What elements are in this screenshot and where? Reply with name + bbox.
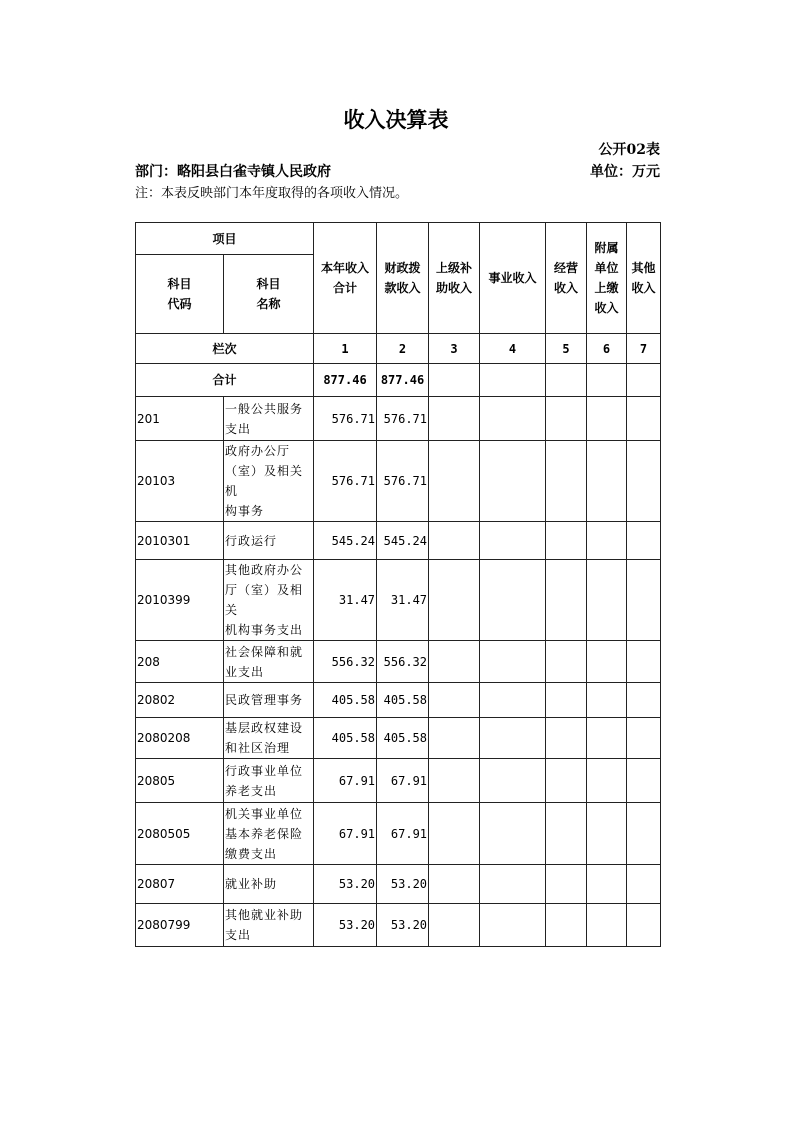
amount-cell: 67.91	[314, 759, 377, 803]
amount-cell	[480, 560, 546, 641]
col-number: 4	[480, 334, 546, 364]
header-col: 经营 收入	[546, 223, 587, 334]
total-value	[429, 364, 480, 397]
amount-cell: 31.47	[314, 560, 377, 641]
amount-cell	[587, 641, 627, 683]
amount-cell	[627, 759, 661, 803]
amount-cell	[429, 683, 480, 718]
amount-cell	[587, 865, 627, 904]
amount-cell	[480, 865, 546, 904]
total-value	[587, 364, 627, 397]
amount-cell: 67.91	[377, 759, 429, 803]
col-no-label: 栏次	[136, 334, 314, 364]
amount-cell	[480, 441, 546, 522]
total-label: 合计	[136, 364, 314, 397]
subject-code: 20103	[136, 441, 224, 522]
table-row	[136, 718, 661, 759]
amount-cell	[587, 522, 627, 560]
col-number: 7	[627, 334, 661, 364]
subject-code: 20802	[136, 683, 224, 718]
amount-cell	[546, 397, 587, 441]
amount-cell: 576.71	[314, 441, 377, 522]
subject-name: 其他就业补助 支出	[224, 904, 314, 947]
amount-cell	[546, 759, 587, 803]
amount-cell	[546, 522, 587, 560]
amount-cell: 405.58	[377, 718, 429, 759]
amount-cell	[480, 683, 546, 718]
table-row	[136, 397, 661, 441]
header-col: 本年收入 合计	[314, 223, 377, 334]
subject-code: 2080505	[136, 803, 224, 865]
amount-cell	[480, 397, 546, 441]
department-label: 部门：略阳县白雀寺镇人民政府	[135, 164, 331, 180]
amount-cell	[627, 522, 661, 560]
header-col: 上级补 助收入	[429, 223, 480, 334]
amount-cell	[627, 641, 661, 683]
subject-name: 行政运行	[224, 522, 314, 560]
unit-label: 单位：万元	[590, 164, 660, 180]
total-value: 877.46	[314, 364, 377, 397]
amount-cell	[587, 759, 627, 803]
amount-cell: 53.20	[377, 904, 429, 947]
total-value	[546, 364, 587, 397]
amount-cell: 67.91	[314, 803, 377, 865]
col-number: 2	[377, 334, 429, 364]
subject-code: 20805	[136, 759, 224, 803]
subject-name: 基层政权建设 和社区治理	[224, 718, 314, 759]
subject-name: 行政事业单位 养老支出	[224, 759, 314, 803]
amount-cell	[429, 560, 480, 641]
subject-code: 2010399	[136, 560, 224, 641]
amount-cell: 53.20	[314, 904, 377, 947]
header-col: 附属 单位 上缴 收入	[587, 223, 627, 334]
amount-cell	[587, 683, 627, 718]
table-row	[136, 683, 661, 718]
col-number: 6	[587, 334, 627, 364]
amount-cell	[627, 803, 661, 865]
amount-cell: 53.20	[314, 865, 377, 904]
amount-cell	[480, 718, 546, 759]
total-value	[627, 364, 661, 397]
amount-cell: 545.24	[314, 522, 377, 560]
amount-cell	[587, 904, 627, 947]
amount-cell: 405.58	[314, 718, 377, 759]
table-row	[136, 803, 661, 865]
amount-cell	[429, 441, 480, 522]
col-number: 1	[314, 334, 377, 364]
amount-cell	[480, 522, 546, 560]
table-row	[136, 641, 661, 683]
amount-cell	[429, 904, 480, 947]
subject-code: 20807	[136, 865, 224, 904]
amount-cell	[480, 759, 546, 803]
subject-name: 一般公共服务 支出	[224, 397, 314, 441]
amount-cell: 405.58	[314, 683, 377, 718]
amount-cell	[587, 803, 627, 865]
amount-cell	[429, 397, 480, 441]
amount-cell: 556.32	[377, 641, 429, 683]
col-number: 3	[429, 334, 480, 364]
header-item: 项目	[136, 223, 314, 255]
amount-cell: 576.71	[377, 441, 429, 522]
subject-name: 社会保障和就 业支出	[224, 641, 314, 683]
amount-cell	[587, 718, 627, 759]
amount-cell	[546, 865, 587, 904]
amount-cell	[429, 522, 480, 560]
amount-cell: 31.47	[377, 560, 429, 641]
subject-name: 其他政府办公 厅（室）及相关 机构事务支出	[224, 560, 314, 641]
amount-cell	[429, 718, 480, 759]
amount-cell	[429, 803, 480, 865]
amount-cell: 53.20	[377, 865, 429, 904]
amount-cell	[546, 718, 587, 759]
header-code: 科目 代码	[136, 255, 224, 334]
amount-cell: 576.71	[314, 397, 377, 441]
amount-cell	[480, 803, 546, 865]
subject-code: 2080208	[136, 718, 224, 759]
amount-cell	[627, 560, 661, 641]
amount-cell	[546, 803, 587, 865]
amount-cell: 405.58	[377, 683, 429, 718]
amount-cell	[587, 560, 627, 641]
amount-cell: 545.24	[377, 522, 429, 560]
subject-code: 208	[136, 641, 224, 683]
page-title: 收入决算表	[343, 107, 449, 132]
subject-name: 民政管理事务	[224, 683, 314, 718]
header-col: 事业收入	[480, 223, 546, 334]
amount-cell: 67.91	[377, 803, 429, 865]
table-row	[136, 522, 661, 560]
table-row	[136, 759, 661, 803]
form-number: 公开02表	[598, 142, 660, 158]
amount-cell: 556.32	[314, 641, 377, 683]
subject-name: 政府办公厅 （室）及相关机 构事务	[224, 441, 314, 522]
amount-cell	[587, 397, 627, 441]
amount-cell	[546, 641, 587, 683]
amount-cell	[546, 683, 587, 718]
amount-cell	[429, 865, 480, 904]
amount-cell	[429, 759, 480, 803]
amount-cell	[480, 641, 546, 683]
subject-code: 201	[136, 397, 224, 441]
table-note: 注：本表反映部门本年度取得的各项收入情况。	[135, 186, 409, 201]
subject-code: 2010301	[136, 522, 224, 560]
header-name: 科目 名称	[224, 255, 314, 334]
amount-cell	[546, 560, 587, 641]
table-row	[136, 560, 661, 641]
amount-cell	[627, 683, 661, 718]
amount-cell	[627, 865, 661, 904]
income-table	[135, 222, 661, 947]
amount-cell	[480, 904, 546, 947]
subject-code: 2080799	[136, 904, 224, 947]
subject-name: 就业补助	[224, 865, 314, 904]
table-row	[136, 865, 661, 904]
amount-cell	[546, 441, 587, 522]
amount-cell	[627, 441, 661, 522]
header-col: 财政拨 款收入	[377, 223, 429, 334]
table-row	[136, 441, 661, 522]
amount-cell	[627, 904, 661, 947]
subject-name: 机关事业单位 基本养老保险 缴费支出	[224, 803, 314, 865]
col-number: 5	[546, 334, 587, 364]
total-value	[480, 364, 546, 397]
table-row	[136, 904, 661, 947]
total-value: 877.46	[377, 364, 429, 397]
header-col: 其他 收入	[627, 223, 661, 334]
amount-cell	[627, 397, 661, 441]
amount-cell	[627, 718, 661, 759]
amount-cell	[546, 904, 587, 947]
amount-cell	[429, 641, 480, 683]
amount-cell: 576.71	[377, 397, 429, 441]
amount-cell	[587, 441, 627, 522]
